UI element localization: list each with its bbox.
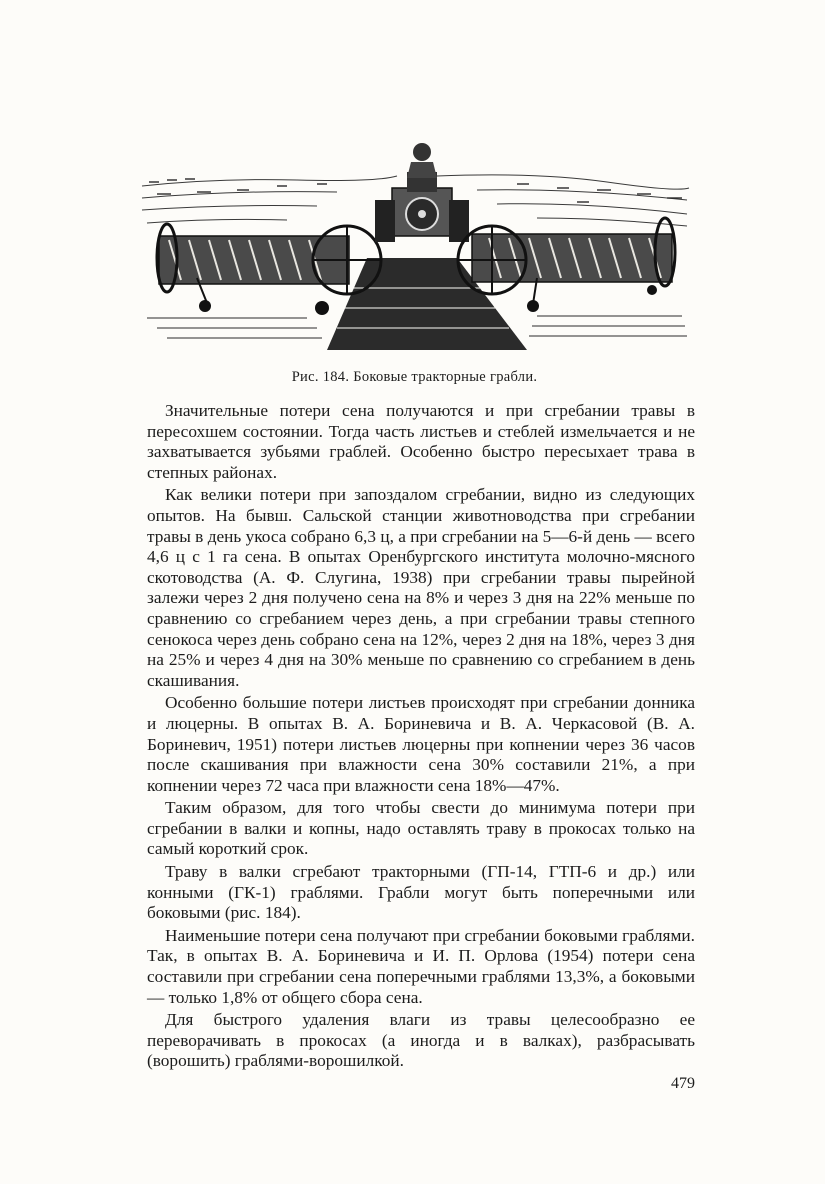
tractor-rakes-illustration [137,128,692,350]
paragraph: Таким образом, для того чтобы свести до минимума потери при сгребании в валки и копны, надо оставлять траву в прокосах только на самый короткий срок. [147,798,695,859]
paragraph: Как велики потери при запоздалом сгребании, видно из следующих опытов. На бывш. Сальской станции животноводства при сгребании травы в день укоса собрано 6,3 ц, а при сгребании на 5—6-й день — всего 4,6 ц с 1 га сена. В опытах Оренбургского института молочно-мясного скотоводства (А. Ф. Слугина, 1938) при сгребании травы пырейной залежи через 2 дня получено сена на 8% и через 3 дня на 22% меньше по сравнению со сгребанием через день, а при сгребании травы степного сенокоса через день собрано сена на 12%, через 2 дня на 18%, через 3 дня на 25% и через 4 дня на 30% меньше по сравнению со сгребанием в день скашивания. [147,485,695,690]
right-rake [458,218,675,312]
page-number: 479 [671,1075,695,1092]
left-rake [157,224,381,315]
body-text [147,401,695,1074]
paragraph: Наименьшие потери сена получают при сгребании боковыми граблями. Так, в опытах В. А. Бориневича и И. П. Орлова (1954) потери сена составили при сгребании сена поперечными граблями 13,3%, а боковыми — только 1,8% от общего сбора сена. [147,925,695,1007]
paragraph: Особенно большие потери листьев происходят при сгребании донника и люцерны. В опытах В. А. Бориневича и В. А. Черкасовой (В. А. Бориневич, 1951) потери листьев люцерны при копнении через 36 часов после скашивания при влажности сена 30% составили 21%, а при копнении через 72 часа при влажности сена 18%—47%. [147,693,695,795]
tractor [375,143,469,242]
paragraph: Траву в валки сгребают тракторными (ГП-14, ГТП-6 и др.) или конными (ГК-1) граблями. Грабли могут быть поперечными или боковыми (рис. 184). [147,862,695,923]
paragraph: Для быстрого удаления влаги из травы целесообразно ее переворачивать в прокосах (а иногда и в валках), разбрасывать (ворошить) граблями-ворошилкой. [147,1010,695,1071]
paragraph: Значительные потери сена получаются и при сгребании травы в пересохшем состоянии. Тогда часть листьев и стеблей измельчается и не захватывается зубьями граблей. Особенно быстро пересыхает трава в степных районах. [147,401,695,482]
figure-side-tractor-rakes [137,128,692,350]
figure-caption: Рис. 184. Боковые тракторные грабли. [291,369,538,385]
